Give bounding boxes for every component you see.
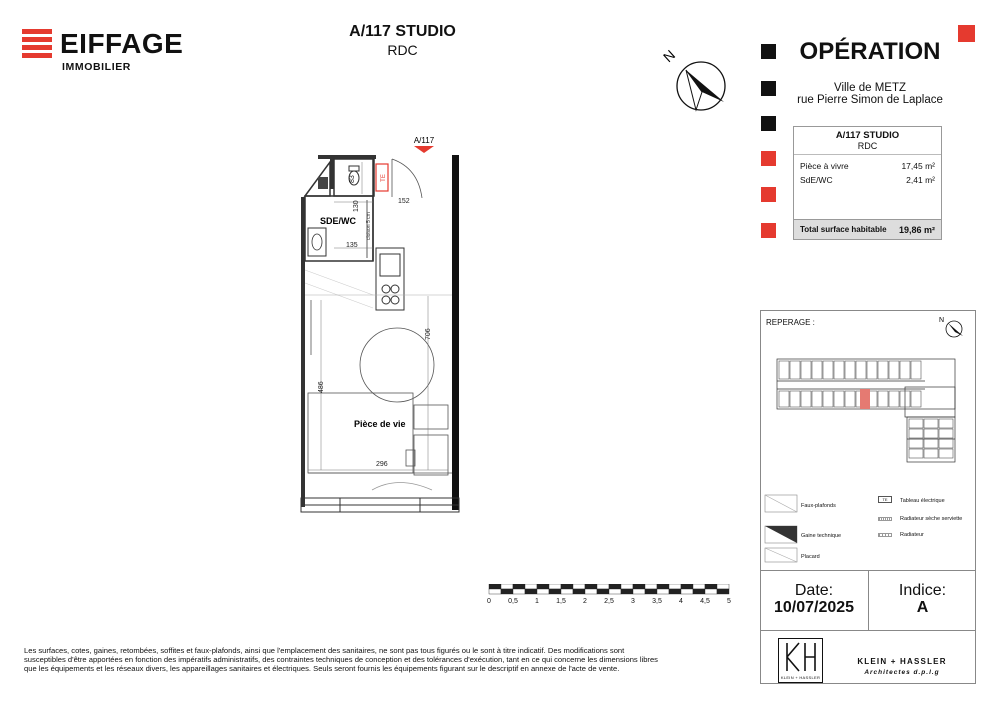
scale-bar-segment <box>669 584 681 589</box>
site-plan-cell <box>812 361 822 379</box>
scale-bar-segment <box>705 584 717 589</box>
site-plan-drawing <box>775 357 960 467</box>
surface-total-label: Total surface habitable <box>800 225 887 234</box>
scale-label: 0,5 <box>508 598 518 605</box>
scale-label: 1 <box>535 598 539 605</box>
architect-tagline: Architectes d.p.l.g <box>864 669 940 676</box>
legend-faux-plafonds: Faux-plafonds <box>801 503 836 509</box>
scale-bar-segment <box>597 584 609 589</box>
site-plan-cell <box>924 439 938 448</box>
site-plan-cell <box>909 449 923 458</box>
operation-marker-square <box>761 116 776 131</box>
dim-83: 83 <box>349 175 356 183</box>
dim-130: 130 <box>353 200 360 212</box>
surface-row-label: SdE/WC <box>800 175 833 185</box>
legend-te-swatch: TE <box>878 496 892 503</box>
scale-bar <box>484 584 734 596</box>
scale-bar-segment <box>657 584 669 589</box>
scale-bar-segment <box>585 584 597 589</box>
site-plan-cell <box>845 361 855 379</box>
site-plan-cell <box>909 419 923 428</box>
site-plan-cell <box>790 391 800 407</box>
dim-486: 486 <box>318 381 325 393</box>
scale-bar-segment <box>489 589 501 594</box>
site-plan-cell <box>911 361 921 379</box>
scale-bar-segment <box>525 589 537 594</box>
scale-bar-segment <box>669 589 681 594</box>
legend-swatches <box>764 492 799 564</box>
scale-bar-segment <box>573 584 585 589</box>
dim-296: 296 <box>376 461 388 468</box>
scale-label: 4 <box>679 598 683 605</box>
scale-bar-segment <box>621 584 633 589</box>
cloison-label: cloison 5 cm <box>366 212 372 240</box>
site-plan-cell <box>939 449 953 458</box>
architect-logo <box>778 638 823 683</box>
scale-bar-segment <box>609 584 621 589</box>
scale-bar-segment <box>513 584 525 589</box>
operation-marker-square <box>761 44 776 59</box>
site-plan-cell <box>900 361 910 379</box>
scale-label: 4,5 <box>700 598 710 605</box>
surface-row <box>794 173 941 187</box>
lot-marker-arrow-icon <box>414 146 434 153</box>
scale-bar-segment <box>561 584 573 589</box>
operation-marker-square <box>761 81 776 96</box>
reperage-compass-letter: N <box>939 317 945 324</box>
date-value: 10/07/2025 <box>773 599 855 616</box>
scale-bar-segment <box>693 584 705 589</box>
scale-label: 5 <box>727 598 731 605</box>
divider <box>760 630 976 631</box>
indice-value: A <box>916 599 929 616</box>
scale-bar-segment <box>597 589 609 594</box>
architect-name: KLEIN + HASSLER <box>857 657 947 666</box>
site-plan-cell <box>790 361 800 379</box>
site-plan-cell <box>834 361 844 379</box>
scale-bar-segment <box>489 584 501 589</box>
surface-total-value: 19,86 m² <box>898 224 935 235</box>
site-plan-cell <box>924 429 938 438</box>
surface-table-level: RDC <box>794 141 941 155</box>
scale-bar-segment <box>537 589 549 594</box>
scale-label: 3,5 <box>652 598 662 605</box>
legend-placard: Placard <box>801 554 820 560</box>
scale-label: 2 <box>583 598 587 605</box>
lot-marker-label: A/117 <box>413 136 435 145</box>
scale-bar-segment <box>537 584 549 589</box>
surface-table <box>793 126 942 240</box>
legend-radiateur-seche-swatch <box>878 517 892 521</box>
scale-bar-segment <box>717 584 729 589</box>
site-plan-cell <box>823 391 833 407</box>
scale-bar-segment <box>525 584 537 589</box>
floor-plan-drawing <box>290 130 470 520</box>
site-plan-cell <box>867 361 877 379</box>
scale-label: 3 <box>631 598 635 605</box>
architect-logo-caption: KLEIN + HASSLER <box>780 675 821 680</box>
site-plan-cell <box>924 419 938 428</box>
scale-bar-segment <box>705 589 717 594</box>
site-plan-cell <box>779 361 789 379</box>
scale-bar-segment <box>561 589 573 594</box>
surface-table-title: A/117 STUDIO <box>835 130 900 141</box>
site-plan-cell <box>911 391 921 407</box>
site-plan-cell <box>801 391 811 407</box>
site-plan-cell <box>909 429 923 438</box>
site-plan-cell <box>845 391 855 407</box>
scale-bar-segment <box>621 589 633 594</box>
operation-street: rue Pierre Simon de Laplace <box>797 94 943 106</box>
surface-total-row <box>794 219 941 239</box>
site-plan-cell <box>939 439 953 448</box>
disclaimer-text: Les surfaces, cotes, gaines, retombées, soffites et faux-plafonds, ainsi que l'emplacement des sanitaires, ne sont pas tous figurés ou le sont à titre indicatif. Des modifications sont susceptibles d'être apportées en fonction des impératifs administratifs, des contraintes techniques de conception et des tolérances d'exécution, tant en ce qui concerne les dimensions libres que les équipements et les réseaux divers, les appareillages sanitaires et électriques. Seuls seront fournis les équipements figurant sur le descriptif en annexe de l'acte de vente. <box>24 646 658 674</box>
scale-bar-segment <box>585 589 597 594</box>
operation-title: OPÉRATION <box>799 38 941 65</box>
scale-bar-segment <box>657 589 669 594</box>
operation-marker-square <box>761 151 776 166</box>
scale-bar-segment <box>633 584 645 589</box>
legend-tableau-electrique: Tableau électrique <box>900 498 945 504</box>
scale-bar-segment <box>549 589 561 594</box>
dim-152: 152 <box>398 198 410 205</box>
operation-city: Ville de METZ <box>833 82 906 94</box>
scale-bar-segment <box>573 589 585 594</box>
site-plan-cell <box>878 391 888 407</box>
scale-bar-segment <box>693 589 705 594</box>
site-plan-cell <box>889 391 899 407</box>
dim-135: 135 <box>346 242 358 249</box>
scale-bar-segment <box>609 589 621 594</box>
highlighted-lot-marker <box>860 389 870 409</box>
legend-radiateur: Radiateur <box>900 532 924 538</box>
brand-subtitle: IMMOBILIER <box>62 61 131 73</box>
site-plan-cell <box>909 439 923 448</box>
scale-bar-segment <box>645 584 657 589</box>
scale-label: 1,5 <box>556 598 566 605</box>
scale-bar-segment <box>513 589 525 594</box>
scale-bar-segment <box>501 584 513 589</box>
north-compass-icon <box>652 40 732 120</box>
dim-706: 706 <box>425 328 432 340</box>
operation-marker-square <box>761 187 776 202</box>
room-label-piece-de-vie: Pièce de vie <box>354 419 406 429</box>
surface-row <box>794 159 941 173</box>
site-plan-cell <box>889 361 899 379</box>
site-plan-cell <box>779 391 789 407</box>
brand-name: EIFFAGE <box>60 28 184 59</box>
legend-radiateur-seche: Radiateur sèche serviette <box>900 516 963 522</box>
reperage-label: REPERAGE : <box>766 318 815 327</box>
site-plan-cell <box>812 391 822 407</box>
scale-bar-segment <box>681 589 693 594</box>
legend-radiateur-swatch <box>878 533 892 537</box>
architect-monogram-icon <box>783 641 819 673</box>
corner-accent-square <box>958 25 975 42</box>
scale-bar-segment <box>645 589 657 594</box>
site-plan-cell <box>878 361 888 379</box>
room-label-sde: SDE/WC <box>320 216 356 226</box>
eiffage-logo-icon <box>22 29 52 59</box>
date-label: Date: <box>794 582 834 599</box>
operation-address <box>790 82 950 106</box>
site-plan-cell <box>939 419 953 428</box>
site-plan-cell <box>834 391 844 407</box>
scale-bar-segment <box>681 584 693 589</box>
compass-letter: N <box>659 46 679 66</box>
scale-bar-segment <box>549 584 561 589</box>
site-plan-cell <box>924 449 938 458</box>
scale-bar-segment <box>633 589 645 594</box>
scale-label: 2,5 <box>604 598 614 605</box>
plan-title: A/117 STUDIO <box>349 23 456 40</box>
site-plan-cell <box>801 361 811 379</box>
site-plan-cell <box>939 429 953 438</box>
scale-bar-segment <box>501 589 513 594</box>
site-plan-cell <box>823 361 833 379</box>
surface-row-value: 2,41 m² <box>906 175 935 185</box>
operation-marker-square <box>761 223 776 238</box>
scale-bar-segment <box>717 589 729 594</box>
surface-row-label: Pièce à vivre <box>800 161 849 171</box>
reperage-compass-icon <box>936 312 966 340</box>
plan-level: RDC <box>387 42 418 58</box>
indice-label: Indice: <box>898 582 947 599</box>
legend-gaine-technique: Gaine technique <box>801 533 842 539</box>
site-plan-cell <box>856 361 866 379</box>
te-label: TE <box>381 174 387 182</box>
scale-label: 0 <box>487 598 491 605</box>
surface-row-value: 17,45 m² <box>901 161 935 171</box>
